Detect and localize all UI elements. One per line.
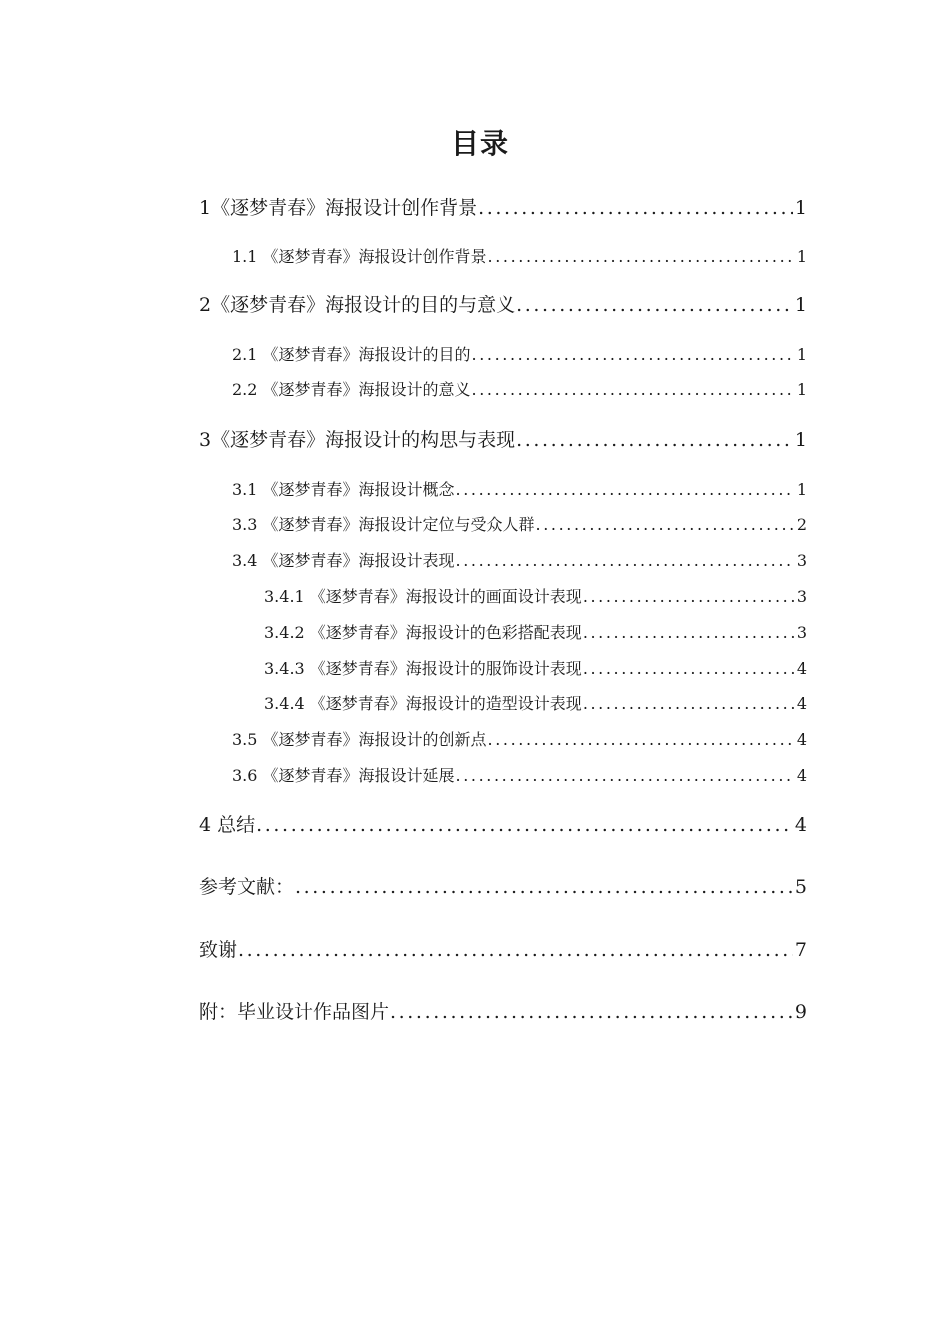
- toc-entry-label: 2《逐梦青春》海报设计的目的与意义: [199, 294, 516, 316]
- toc-entry-1[interactable]: [199, 199, 807, 218]
- toc-page-number: 4: [796, 694, 807, 713]
- toc-page-number: 4: [794, 814, 807, 836]
- toc-page-number: 1: [794, 429, 807, 451]
- toc-entry-label: 3.4 《逐梦青春》海报设计表现: [232, 551, 455, 570]
- toc-entry-4[interactable]: [199, 816, 807, 835]
- toc-entry-3-4-3[interactable]: [264, 661, 807, 677]
- toc-entry-2-2[interactable]: [232, 382, 807, 398]
- toc-entry-acknowledgements[interactable]: [199, 941, 807, 960]
- toc-page-number: 7: [794, 939, 807, 961]
- toc-entry-label: 1《逐梦青春》海报设计创作背景: [199, 197, 478, 219]
- toc-page-number: 1: [796, 345, 807, 364]
- toc-leader-dots: [516, 296, 793, 315]
- toc-entry-label: 3.5 《逐梦青春》海报设计的创新点: [232, 730, 487, 749]
- toc-leader-dots: [583, 661, 795, 677]
- toc-entry-references[interactable]: [199, 878, 807, 897]
- toc-leader-dots: [583, 589, 795, 605]
- toc-leader-dots: [295, 878, 793, 897]
- toc-page-number: 3: [796, 623, 807, 642]
- toc-leader-dots: [390, 1003, 793, 1022]
- toc-page-number: 2: [796, 515, 807, 534]
- toc-entry-3-5[interactable]: [232, 732, 807, 748]
- toc-leader-dots: [456, 553, 795, 569]
- page-title: 目录: [450, 127, 509, 160]
- toc-page-number: 4: [796, 766, 807, 785]
- toc-entry-label: 3.1 《逐梦青春》海报设计概念: [232, 480, 455, 499]
- toc-leader-dots: [516, 431, 793, 450]
- toc-entry-label: 致谢: [199, 939, 238, 961]
- toc-leader-dots: [583, 625, 795, 641]
- toc-page-number: 3: [796, 587, 807, 606]
- toc-entry-2-1[interactable]: [232, 347, 807, 363]
- toc-page-number: 1: [796, 380, 807, 399]
- toc-page-number: 9: [794, 1001, 807, 1023]
- toc-leader-dots: [488, 732, 795, 748]
- toc-entry-label: 3.4.3 《逐梦青春》海报设计的服饰设计表现: [264, 659, 582, 678]
- toc-entry-label: 3.4.1 《逐梦青春》海报设计的画面设计表现: [264, 587, 582, 606]
- toc-page-number: 3: [796, 551, 807, 570]
- toc-page-number: 1: [794, 294, 807, 316]
- toc-entry-1-1[interactable]: [232, 249, 807, 265]
- toc-page-number: 4: [796, 730, 807, 749]
- toc-entry-3[interactable]: [199, 431, 807, 450]
- toc-entry-3-6[interactable]: [232, 768, 807, 784]
- toc-leader-dots: [472, 347, 795, 363]
- toc-entry-appendix[interactable]: [199, 1003, 807, 1022]
- toc-entry-3-4-4[interactable]: [264, 696, 807, 712]
- toc-leader-dots: [472, 382, 795, 398]
- toc-page-number: 4: [796, 659, 807, 678]
- toc-leader-dots: [456, 482, 795, 498]
- toc-leader-dots: [456, 768, 795, 784]
- toc-page-number: 1: [796, 247, 807, 266]
- toc-leader-dots: [256, 816, 793, 835]
- toc-leader-dots: [536, 517, 795, 533]
- toc-entry-3-3[interactable]: [232, 517, 807, 533]
- toc-entry-label: 3.6 《逐梦青春》海报设计延展: [232, 766, 455, 785]
- toc-page-number: 1: [794, 197, 807, 219]
- toc-entry-3-4-1[interactable]: [264, 589, 807, 605]
- toc-entry-label: 2.2 《逐梦青春》海报设计的意义: [232, 380, 471, 399]
- toc-entry-label: 3.4.2 《逐梦青春》海报设计的色彩搭配表现: [264, 623, 582, 642]
- toc-leader-dots: [488, 249, 795, 265]
- toc-leader-dots: [583, 696, 795, 712]
- toc-page-number: 1: [796, 480, 807, 499]
- toc-entry-label: 参考文献：: [199, 876, 295, 898]
- toc-leader-dots: [238, 941, 793, 960]
- toc-entry-label: 附：毕业设计作品图片: [199, 1001, 390, 1023]
- toc-leader-dots: [478, 199, 793, 218]
- toc-entry-label: 3.3 《逐梦青春》海报设计定位与受众人群: [232, 515, 535, 534]
- toc-entry-2[interactable]: [199, 296, 807, 315]
- toc-entry-label: 2.1 《逐梦青春》海报设计的目的: [232, 345, 471, 364]
- toc-entry-label: 3.4.4 《逐梦青春》海报设计的造型设计表现: [264, 694, 582, 713]
- toc-entry-3-4-2[interactable]: [264, 625, 807, 641]
- toc-entry-3-4[interactable]: [232, 553, 807, 569]
- toc-entry-3-1[interactable]: [232, 482, 807, 498]
- toc-entry-label: 3《逐梦青春》海报设计的构思与表现: [199, 429, 516, 451]
- toc-entry-label: 1.1 《逐梦青春》海报设计创作背景: [232, 247, 487, 266]
- toc-entry-label: 4 总结: [199, 814, 256, 836]
- toc-page-number: 5: [794, 876, 807, 898]
